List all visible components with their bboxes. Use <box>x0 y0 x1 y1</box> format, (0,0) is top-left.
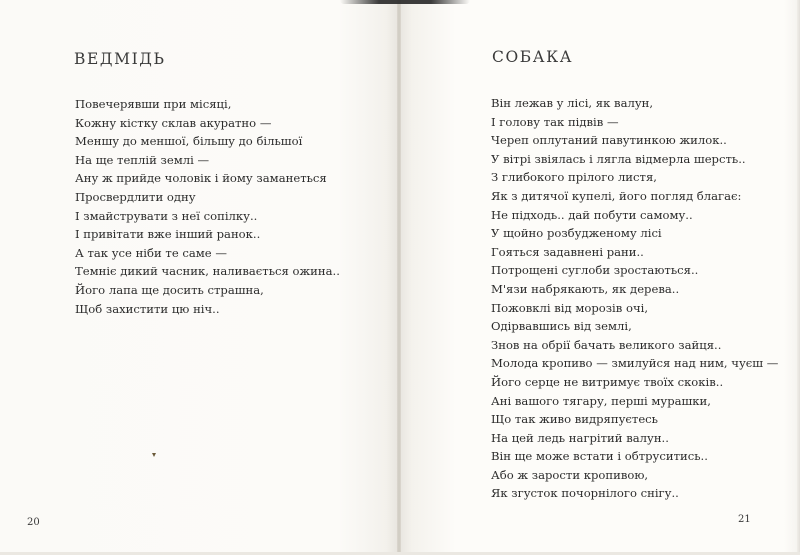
poem-line: Молода кропиво — змилуйся над ним, чуєш — <box>491 356 779 371</box>
poem-line: Потрощені суглоби зростаються.. <box>491 263 699 278</box>
poem-line: Знов на обрії бачать великого зайця.. <box>491 337 722 352</box>
poem-line: І голову так підвів — <box>491 114 619 129</box>
poem-line: Не підходь.. дай побути самому.. <box>491 207 693 222</box>
poem-line: Щоб захистити цю ніч.. <box>75 301 220 316</box>
page-number-left: 20 <box>27 517 40 528</box>
poem-line: Гояться задавнені рани.. <box>491 244 644 259</box>
poem-line: На ще теплій землі — <box>75 152 210 167</box>
poem-line: Він ще може встати і обтруситись.. <box>491 449 708 464</box>
poem-line: Або ж зарости кропивою, <box>491 467 649 482</box>
poem-line: На цей ледь нагрітий валун.. <box>491 430 669 445</box>
left-page <box>0 0 398 555</box>
poem-line: І змайструвати з неї сопілку.. <box>75 208 258 223</box>
poem-line: Як згусток почорнілого снігу.. <box>491 486 679 501</box>
poem-line: Що так живо видряпуєтесь <box>491 412 658 427</box>
poem-body-right <box>491 94 778 503</box>
poem-line: Темніє дикий часник, наливається ожина.. <box>75 264 340 279</box>
poem-line: Одірвавшись від землі, <box>491 319 632 334</box>
poem-line: І привітати вже інший ранок.. <box>75 227 261 242</box>
poem-line: А так усе ніби те саме — <box>75 245 227 260</box>
poem-line: У вітрі звіялась і лягла відмерла шерсть.. <box>491 151 746 166</box>
page-number-right: 21 <box>738 514 751 525</box>
poem-line: Його лапа ще досить страшна, <box>75 282 264 297</box>
poem-line: Череп оплутаний павутинкою жилок.. <box>491 133 727 148</box>
poem-line: Меншу до меншої, більшу до більшої <box>75 134 303 149</box>
poem-line: Ані вашого тягару, перші мурашки, <box>491 393 711 408</box>
ornament-mark <box>152 453 156 457</box>
poem-body-left <box>75 95 340 318</box>
poem-line: Він лежав у лісі, як валун, <box>491 96 654 110</box>
book-gutter <box>397 0 401 555</box>
top-shadow <box>340 0 470 4</box>
poem-line: З глибокого прілого листя, <box>491 170 657 185</box>
poem-line: Просвердлити одну <box>75 189 196 204</box>
poem-title-right: СОБАКА <box>492 48 574 66</box>
poem-line: Його серце не витримує твоїх скоків.. <box>491 374 724 389</box>
poem-line: Пожовклі від морозів очі, <box>491 300 649 315</box>
poem-line: М'язи набрякають, як дерева.. <box>491 281 680 296</box>
poem-line: У щойно розбудженому лісі <box>491 226 662 241</box>
poem-line: Кожну кістку склав акуратно — <box>75 115 272 130</box>
poem-title-left: ВЕДМІДЬ <box>74 50 166 68</box>
poem-line: Як з дитячої купелі, його погляд благає: <box>491 188 742 203</box>
poem-line: Ану ж прийде чоловік і йому заманеться <box>75 171 327 186</box>
poem-line: Повечерявши при місяці, <box>75 97 232 111</box>
right-page <box>400 0 800 555</box>
